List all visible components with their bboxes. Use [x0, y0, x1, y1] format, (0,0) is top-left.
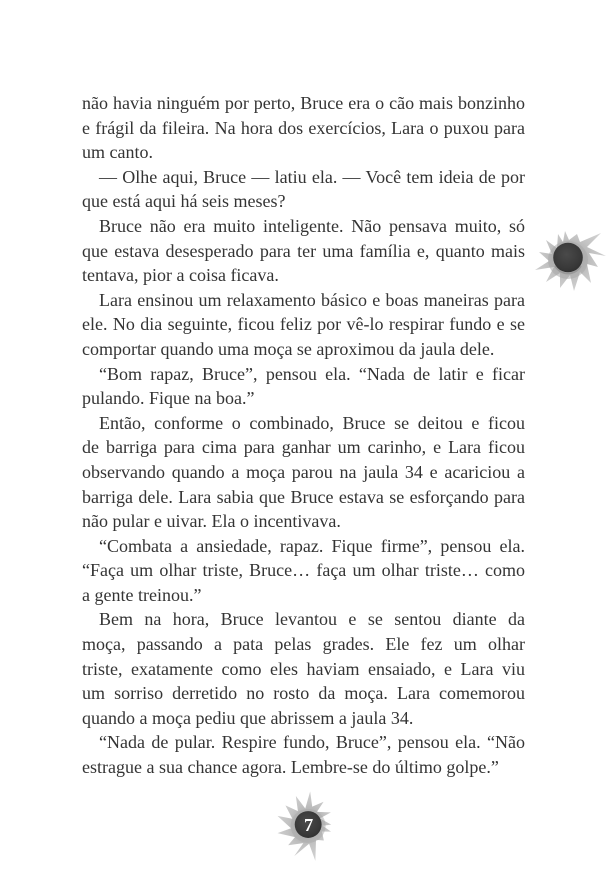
text-line: ele. No dia seguinte, ficou feliz por vê-lo respirar fundo e se — [82, 314, 525, 335]
text-line: Lara ensinou um relaxamento básico e boas maneiras para — [99, 289, 525, 310]
paragraph-7 — [82, 534, 525, 608]
text-line: que está aqui há seis meses? — [82, 191, 286, 212]
text-line: barriga dele. Lara sabia que Bruce estava se esforçando para — [82, 486, 525, 507]
text-line: Então, conforme o combinado, Bruce se deitou e ficou — [99, 412, 525, 433]
text-line: que estava desesperado para ter uma família e, quanto mais — [82, 240, 525, 261]
text-line: — Olhe aqui, Bruce — latiu ela. — Você tem ideia de por — [99, 166, 525, 187]
text-line: observando quando a moça parou na jaula 34 e acariciou a — [82, 461, 525, 482]
text-line: quando a moça pediu que abrissem a jaula 34. — [82, 707, 414, 728]
text-line: “Nada de pular. Respire fundo, Bruce”, pensou ela. “Não — [99, 732, 525, 753]
bullet-hole-icon — [532, 220, 608, 308]
page-number: 7 — [304, 814, 314, 835]
text-line: comportar quando uma moça se aproximou da jaula dele. — [82, 338, 495, 359]
text-line: tentava, pior a coisa ficava. — [82, 265, 279, 286]
text-line: e frágil da fileira. Na hora dos exercícios, Lara o puxou para — [82, 117, 525, 138]
text-line: estrague a sua chance agora. Lembre-se do último golpe.” — [82, 757, 499, 778]
text-line: Bem na hora, Bruce levantou e se sentou diante da — [99, 609, 525, 630]
page-number-bullet-hole-icon — [275, 790, 345, 871]
body-text — [82, 91, 525, 780]
text-line: pulando. Fique na boa.” — [82, 388, 255, 409]
text-line: moça, passando a pata pelas grades. Ele fez um olhar — [82, 634, 525, 655]
text-line: um canto. — [82, 142, 153, 163]
paragraph-1 — [82, 91, 525, 165]
paragraph-5 — [82, 362, 525, 411]
text-line: triste, exatamente como eles haviam ensaiado, e Lara viu — [82, 658, 525, 679]
paragraph-6 — [82, 411, 525, 534]
text-line: não havia ninguém por perto, Bruce era o cão mais bonzinho — [82, 93, 525, 113]
paragraph-8 — [82, 607, 525, 730]
text-line: “Faça um olhar triste, Bruce… faça um olhar triste… como — [82, 560, 525, 581]
text-line: um sorriso derretido no rosto da moça. Lara comemorou — [82, 683, 525, 704]
text-line: de barriga para cima para ganhar um carinho, e Lara ficou — [82, 437, 525, 458]
text-line: “Combata a ansiedade, rapaz. Fique firme”, pensou ela. — [99, 535, 525, 556]
paragraph-3 — [82, 214, 525, 288]
text-line: não pular e uivar. Ela o incentivava. — [82, 511, 341, 532]
paragraph-9 — [82, 730, 525, 779]
text-line: Bruce não era muito inteligente. Não pensava muito, só — [99, 215, 525, 236]
paragraph-4 — [82, 288, 525, 362]
text-line: “Bom rapaz, Bruce”, pensou ela. “Nada de latir e ficar — [99, 363, 525, 384]
paragraph-2 — [82, 165, 525, 214]
text-line: a gente treinou.” — [82, 584, 202, 605]
